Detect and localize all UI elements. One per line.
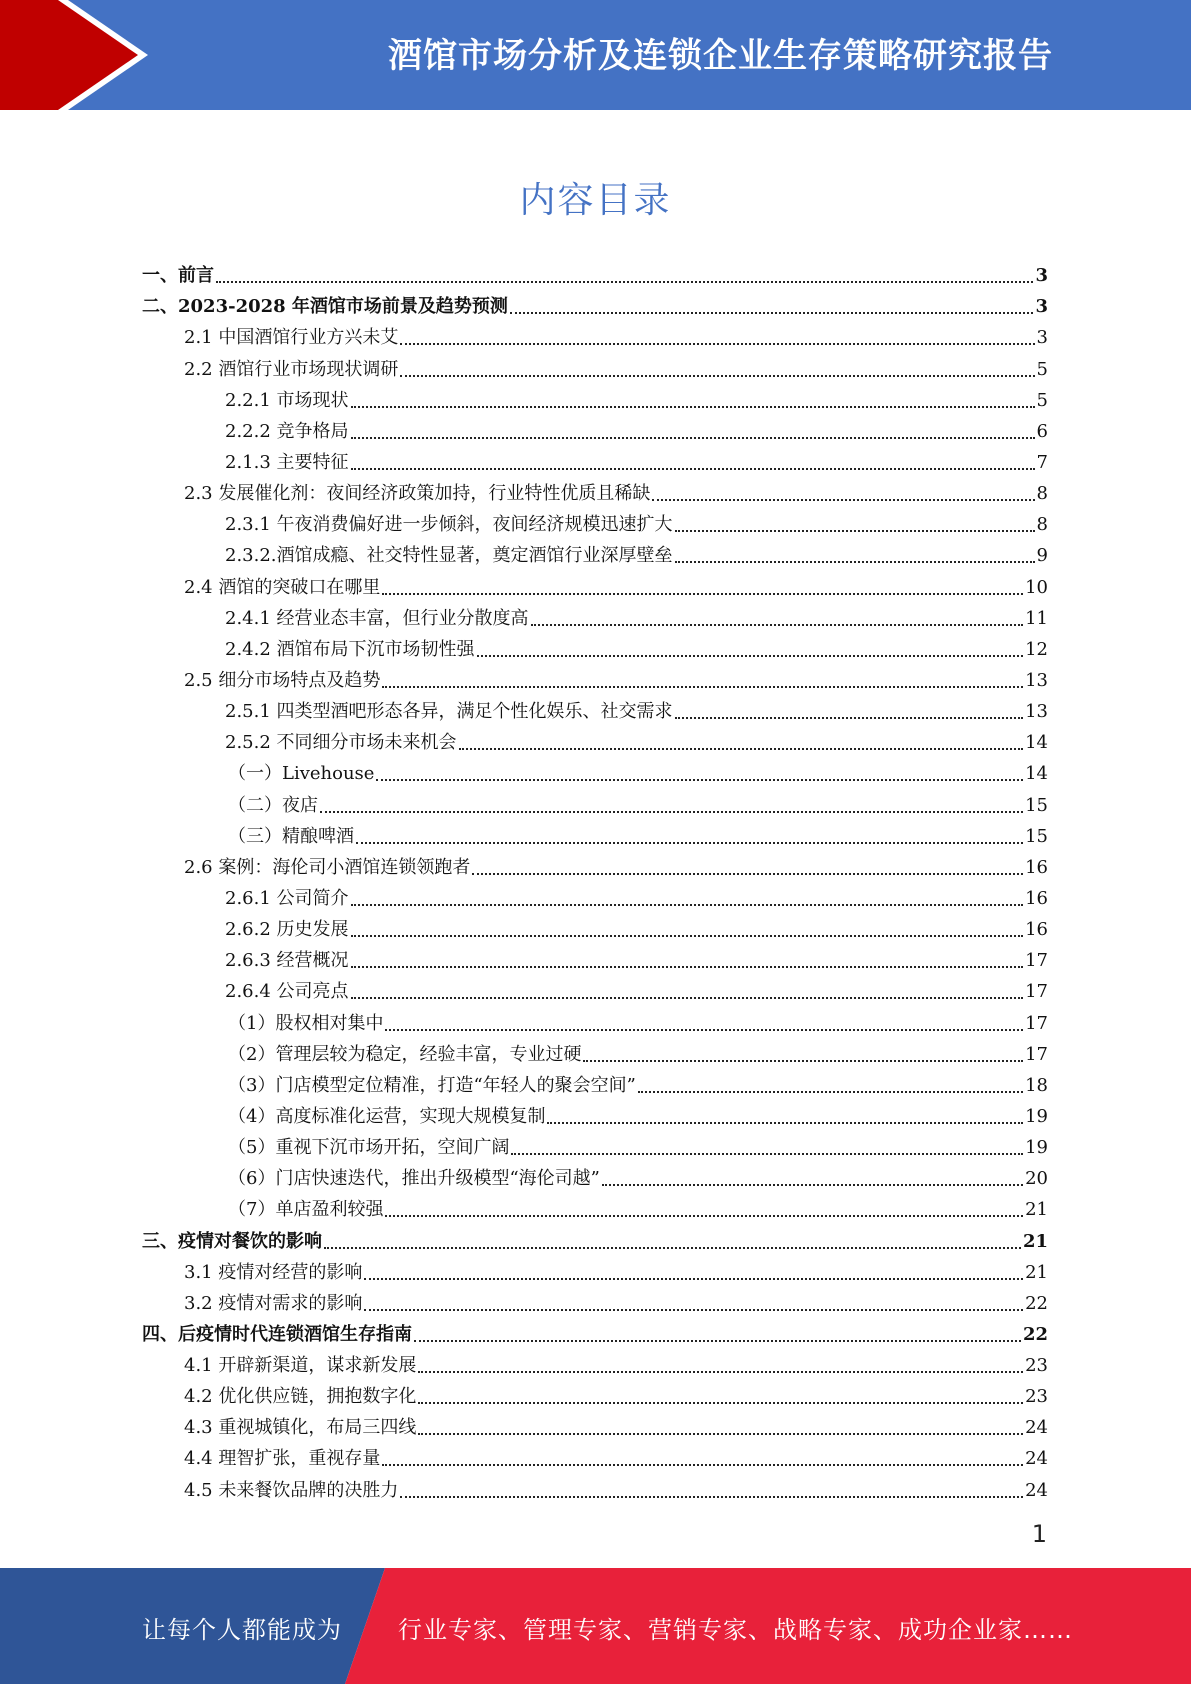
- toc-entry-label: 2.6.3 经营概况: [225, 950, 349, 972]
- toc-dot-leader: [320, 803, 1023, 813]
- toc-entry[interactable]: [142, 540, 1048, 571]
- toc-entry[interactable]: [142, 945, 1048, 976]
- toc-entry[interactable]: [142, 509, 1048, 540]
- toc-entry[interactable]: [142, 1101, 1048, 1132]
- toc-entry-label: 2.6 案例：海伦司小酒馆连锁领跑者: [184, 856, 471, 878]
- toc-entry-label: 4.3 重视城镇化，布局三四线: [184, 1417, 417, 1439]
- toc-entry-page: 21: [1025, 1261, 1048, 1283]
- toc-entry-page: 8: [1036, 514, 1048, 536]
- toc-entry[interactable]: [142, 1194, 1048, 1225]
- toc-dot-leader: [531, 616, 1024, 626]
- toc-entry[interactable]: [142, 914, 1048, 945]
- toc-entry[interactable]: [142, 478, 1048, 509]
- toc-entry[interactable]: [142, 727, 1048, 758]
- toc-entry-page: 16: [1025, 887, 1048, 909]
- toc-dot-leader: [510, 304, 1034, 314]
- toc-dot-leader: [356, 834, 1023, 844]
- toc-entry[interactable]: [142, 416, 1048, 447]
- toc-entry-page: 24: [1025, 1479, 1048, 1501]
- toc-entry-label: 4.2 优化供应链，拥抱数字化: [184, 1386, 417, 1408]
- toc-entry-page: 5: [1036, 389, 1048, 411]
- toc-entry-page: 21: [1022, 1230, 1048, 1252]
- toc-entry-label: 2.6.4 公司亮点: [225, 981, 349, 1003]
- toc-entry-label: （7）单店盈利较强: [228, 1199, 384, 1221]
- toc-entry[interactable]: [142, 852, 1048, 883]
- toc-entry-label: （1）股权相对集中: [228, 1012, 384, 1034]
- toc-entry[interactable]: [142, 1412, 1048, 1443]
- toc-dot-leader: [351, 429, 1035, 439]
- toc-entry-page: 15: [1025, 794, 1048, 816]
- toc-entry[interactable]: [142, 1163, 1048, 1194]
- toc-entry-page: 14: [1025, 732, 1048, 754]
- toc-entry[interactable]: [142, 758, 1048, 789]
- toc-entry-page: 24: [1025, 1417, 1048, 1439]
- toc-dot-leader: [459, 740, 1024, 750]
- toc-entry-label: 2.5.1 四类型酒吧形态各异，满足个性化娱乐、社交需求: [225, 701, 673, 723]
- toc-entry-label: 2.2.1 市场现状: [225, 389, 349, 411]
- footer-slogan-left: 让每个人都能成为: [142, 1616, 342, 1644]
- toc-dot-leader: [364, 1301, 1023, 1311]
- toc-entry-label: （三）精酿啤酒: [228, 825, 354, 847]
- toc-entry-page: 9: [1036, 545, 1048, 567]
- toc-entry-label: 一、前言: [142, 265, 214, 287]
- toc-entry-label: 2.5 细分市场特点及趋势: [184, 669, 381, 691]
- toc-entry-page: 11: [1025, 607, 1048, 629]
- toc-entry-page: 13: [1025, 701, 1048, 723]
- toc-entry[interactable]: [142, 1132, 1048, 1163]
- toc-entry[interactable]: [142, 1381, 1048, 1412]
- toc-entry-label: （4）高度标准化运营，实现大规模复制: [228, 1105, 546, 1127]
- toc-entry-label: 2.3.1 午夜消费偏好进一步倾斜，夜间经济规模迅速扩大: [225, 514, 673, 536]
- toc-entry-page: 19: [1025, 1105, 1048, 1127]
- toc-entry-page: 20: [1025, 1168, 1048, 1190]
- toc-entry-page: 24: [1025, 1448, 1048, 1470]
- toc-entry-label: 2.2 酒馆行业市场现状调研: [184, 358, 399, 380]
- toc-entry-page: 22: [1025, 1292, 1048, 1314]
- toc-dot-leader: [675, 522, 1035, 532]
- toc-entry[interactable]: [142, 385, 1048, 416]
- toc-entry[interactable]: [142, 976, 1048, 1007]
- toc-entry-label: （2）管理层较为稳定，经验丰富，专业过硬: [228, 1043, 582, 1065]
- report-title: 酒馆市场分析及连锁企业生存策略研究报告: [388, 36, 1053, 76]
- toc-entry[interactable]: [142, 821, 1048, 852]
- toc-entry-label: （3）门店模型定位精准，打造“年轻人的聚会空间”: [228, 1074, 636, 1096]
- toc-dot-leader: [472, 865, 1023, 875]
- toc-dot-leader: [216, 273, 1033, 283]
- toc-entry-label: 4.5 未来餐饮品牌的决胜力: [184, 1479, 399, 1501]
- toc-entry-page: 23: [1025, 1386, 1048, 1408]
- toc-dot-leader: [477, 647, 1024, 657]
- toc-entry[interactable]: [142, 789, 1048, 820]
- toc-entry-label: 2.3 发展催化剂：夜间经济政策加持，行业特性优质且稀缺: [184, 483, 651, 505]
- toc-dot-leader: [351, 958, 1024, 968]
- toc-dot-leader: [414, 1332, 1021, 1342]
- toc-entry-page: 19: [1025, 1137, 1048, 1159]
- toc-dot-leader: [418, 1394, 1023, 1404]
- toc-entry[interactable]: [142, 291, 1048, 322]
- toc-entry[interactable]: [142, 1474, 1048, 1505]
- toc-entry[interactable]: [142, 447, 1048, 478]
- page-number: 1: [1031, 1520, 1047, 1548]
- toc-dot-leader: [324, 1239, 1021, 1249]
- toc-entry-label: 2.2.2 竞争格局: [225, 420, 349, 442]
- toc-entry-page: 3: [1035, 296, 1048, 318]
- toc-entry-label: 2.4.1 经营业态丰富，但行业分散度高: [225, 607, 529, 629]
- toc-entry-page: 12: [1025, 638, 1048, 660]
- toc-dot-leader: [382, 585, 1023, 595]
- toc-entry-page: 13: [1025, 669, 1048, 691]
- toc-entry-label: 2.5.2 不同细分市场未来机会: [225, 732, 457, 754]
- toc-entry[interactable]: [142, 571, 1048, 602]
- toc-dot-leader: [675, 553, 1035, 563]
- toc-entry-page: 23: [1025, 1355, 1048, 1377]
- toc-entry[interactable]: [142, 1070, 1048, 1101]
- toc-entry-label: 4.1 开辟新渠道，谋求新发展: [184, 1355, 417, 1377]
- toc-entry-label: 2.3.2.酒馆成瘾、社交特性显著，奠定酒馆行业深厚壁垒: [225, 545, 673, 567]
- toc-dot-leader: [652, 491, 1034, 501]
- toc-dot-leader: [376, 771, 1023, 781]
- toc-entry[interactable]: [142, 1350, 1048, 1381]
- toc-dot-leader: [351, 398, 1035, 408]
- toc-entry[interactable]: [142, 353, 1048, 384]
- footer-banner: [0, 1568, 1191, 1684]
- toc-entry-page: 6: [1036, 420, 1048, 442]
- table-of-contents: [142, 260, 1048, 1506]
- toc-entry-page: 14: [1025, 763, 1048, 785]
- toc-entry[interactable]: [142, 260, 1048, 291]
- toc-dot-leader: [385, 1207, 1023, 1217]
- toc-entry[interactable]: [142, 1039, 1048, 1070]
- toc-dot-leader: [364, 1270, 1023, 1280]
- toc-dot-leader: [511, 1145, 1023, 1155]
- toc-entry-label: 2.4 酒馆的突破口在哪里: [184, 576, 381, 598]
- toc-dot-leader: [382, 678, 1023, 688]
- toc-entry[interactable]: [142, 1443, 1048, 1474]
- toc-entry-page: 22: [1022, 1323, 1048, 1345]
- toc-entry-label: 2.1 中国酒馆行业方兴未艾: [184, 327, 399, 349]
- toc-entry-label: 三、疫情对餐饮的影响: [142, 1230, 322, 1252]
- toc-entry-page: 17: [1025, 1043, 1048, 1065]
- toc-entry-label: 四、后疫情时代连锁酒馆生存指南: [142, 1323, 412, 1345]
- toc-entry-page: 17: [1025, 981, 1048, 1003]
- toc-entry-page: 8: [1036, 483, 1048, 505]
- toc-entry-page: 17: [1025, 1012, 1048, 1034]
- toc-entry-label: （5）重视下沉市场开拓，空间广阔: [228, 1137, 510, 1159]
- toc-entry[interactable]: [142, 696, 1048, 727]
- toc-entry-page: 3: [1036, 327, 1048, 349]
- toc-dot-leader: [418, 1425, 1023, 1435]
- toc-entry-page: 18: [1025, 1074, 1048, 1096]
- toc-dot-leader: [351, 989, 1024, 999]
- toc-entry[interactable]: [142, 603, 1048, 634]
- toc-title: 内容目录: [519, 180, 672, 221]
- toc-entry-page: 15: [1025, 825, 1048, 847]
- toc-dot-leader: [675, 709, 1024, 719]
- toc-dot-leader: [400, 367, 1034, 377]
- toc-entry-page: 5: [1036, 358, 1048, 380]
- toc-dot-leader: [602, 1176, 1023, 1186]
- toc-entry-label: 2.4.2 酒馆布局下沉市场韧性强: [225, 638, 475, 660]
- toc-entry-label: 3.1 疫情对经营的影响: [184, 1261, 363, 1283]
- toc-dot-leader: [638, 1083, 1023, 1093]
- toc-entry-page: 16: [1025, 856, 1048, 878]
- toc-entry[interactable]: [142, 322, 1048, 353]
- toc-entry[interactable]: [142, 883, 1048, 914]
- toc-entry[interactable]: [142, 1288, 1048, 1319]
- toc-dot-leader: [400, 1488, 1023, 1498]
- toc-entry-page: 7: [1036, 451, 1048, 473]
- header-arrow-icon: [0, 0, 160, 110]
- toc-dot-leader: [583, 1052, 1023, 1062]
- toc-entry-label: 3.2 疫情对需求的影响: [184, 1292, 363, 1314]
- toc-entry-label: （二）夜店: [228, 794, 318, 816]
- toc-entry-page: 16: [1025, 919, 1048, 941]
- footer-slogan-right: 行业专家、管理专家、营销专家、战略专家、成功企业家……: [398, 1616, 1073, 1644]
- toc-dot-leader: [385, 1021, 1023, 1031]
- toc-entry-label: 2.6.1 公司简介: [225, 887, 349, 909]
- toc-dot-leader: [351, 460, 1035, 470]
- toc-entry-label: 4.4 理智扩张，重视存量: [184, 1448, 381, 1470]
- toc-entry[interactable]: [142, 665, 1048, 696]
- toc-dot-leader: [351, 927, 1024, 937]
- toc-entry-label: 2.6.2 历史发展: [225, 919, 349, 941]
- toc-entry-label: 2.1.3 主要特征: [225, 451, 349, 473]
- toc-dot-leader: [382, 1456, 1023, 1466]
- toc-entry-label: （一）Livehouse: [228, 763, 375, 785]
- toc-entry[interactable]: [142, 1257, 1048, 1288]
- toc-entry-page: 3: [1035, 265, 1048, 287]
- header-banner: [0, 0, 1191, 110]
- toc-entry-page: 17: [1025, 950, 1048, 972]
- toc-entry[interactable]: [142, 1007, 1048, 1038]
- toc-entry-page: 21: [1025, 1199, 1048, 1221]
- toc-dot-leader: [418, 1363, 1023, 1373]
- toc-entry-label: （6）门店快速迭代，推出升级模型“海伦司越”: [228, 1168, 600, 1190]
- toc-entry-page: 10: [1025, 576, 1048, 598]
- toc-dot-leader: [547, 1114, 1023, 1124]
- toc-entry[interactable]: [142, 1319, 1048, 1350]
- toc-entry-label: 二、2023-2028 年酒馆市场前景及趋势预测: [142, 296, 508, 318]
- toc-dot-leader: [400, 335, 1034, 345]
- toc-entry[interactable]: [142, 634, 1048, 665]
- toc-dot-leader: [351, 896, 1024, 906]
- toc-entry[interactable]: [142, 1225, 1048, 1256]
